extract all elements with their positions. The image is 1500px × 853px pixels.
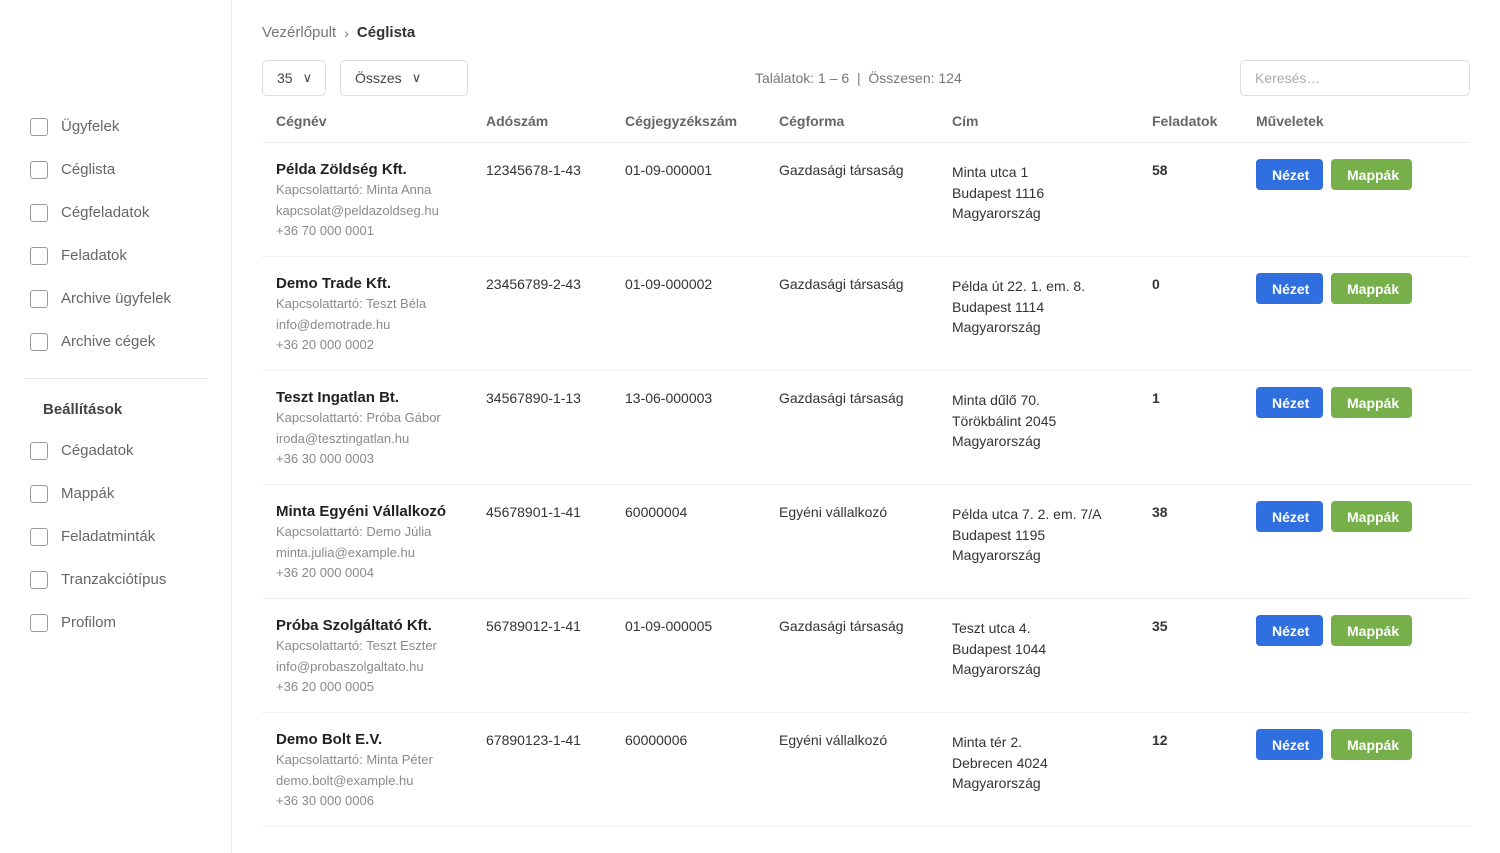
cell-address [952,618,1152,712]
cell-actions [1256,161,1470,256]
sidebar-item-label: Céglista [61,161,116,178]
search-input[interactable] [1240,60,1470,96]
folders-button[interactable]: Mappák [1331,729,1412,760]
cell-tasks-count: 58 [1152,162,1168,178]
company-name[interactable]: Minta Egyéni Vállalkozó [276,503,447,520]
cell-tasks-count: 0 [1152,276,1160,292]
per-page-value: 35 [277,70,293,86]
header-company-form[interactable]: Cégforma [779,113,845,129]
sidebar-item-label: Feladatok [61,247,127,264]
view-button[interactable]: Nézet [1256,615,1323,646]
contact-phone: +36 30 000 0006 [276,793,374,808]
cell-company-form: Egyéni vállalkozó [779,732,888,748]
company-name[interactable]: Teszt Ingatlan Bt. [276,389,400,406]
header-tasks[interactable]: Feladatok [1152,113,1218,129]
sidebar-item-label: Mappák [61,485,115,502]
breadcrumb [262,24,415,41]
contact-person: Kapcsolattartó: Minta Anna [276,182,432,197]
table-header [262,100,1470,143]
cell-tax-number: 56789012-1-41 [486,618,581,634]
address-street: Példa út 22. 1. em. 8. [952,278,1086,294]
sidebar [0,0,232,853]
sidebar-item-label: Cégadatok [61,442,134,459]
breadcrumb-current: Céglista [356,24,416,41]
cell-tasks-count: 35 [1152,618,1168,634]
cell-company-form: Gazdasági társaság [779,390,904,406]
folders-button[interactable]: Mappák [1331,501,1412,532]
row-actions [1256,273,1470,304]
contact-phone: +36 20 000 0002 [276,337,374,352]
table-row [262,143,1470,257]
checkbox-icon [30,485,48,503]
settings-section-title: Beállítások [43,401,123,418]
cell-registry-number: 01-09-000001 [625,162,713,178]
cell-actions [1256,503,1470,598]
cell-actions [1256,275,1470,370]
checkbox-icon [30,290,48,308]
cell-registry-number: 60000004 [625,504,688,520]
results-summary: Találatok: 1 – 6 | Összesen: 124 [755,70,962,86]
contact-person: Kapcsolattartó: Minta Péter [276,752,433,767]
cell-tasks-count: 1 [1152,390,1160,406]
row-actions [1256,729,1470,760]
view-button[interactable]: Nézet [1256,273,1323,304]
company-name[interactable]: Demo Trade Kft. [276,275,392,292]
sidebar-divider [24,378,207,379]
sidebar-item-tranzakciotipus[interactable] [0,558,231,601]
header-registry-number[interactable]: Cégjegyzékszám [625,113,738,129]
checkbox-icon [30,118,48,136]
checkbox-icon [30,161,48,179]
sidebar-item-feladatok[interactable] [0,234,231,277]
header-address[interactable]: Cím [952,113,979,129]
checkbox-icon [30,442,48,460]
cell-address [952,390,1152,484]
cell-company-form: Gazdasági társaság [779,276,904,292]
view-button[interactable]: Nézet [1256,501,1323,532]
table-row [262,599,1470,713]
address-city: Debrecen 4024 [952,754,1048,771]
sidebar-item-label: Tranzakciótípus [61,571,167,588]
checkbox-icon [30,614,48,632]
address-street: Minta utca 1 [952,164,1029,180]
cell-address [952,732,1152,826]
cell-actions [1256,389,1470,484]
cell-address [952,504,1152,598]
cell-company [262,503,486,598]
cell-tasks-count: 38 [1152,504,1168,520]
address-country: Magyarország [952,433,1041,449]
chevron-down-icon: ∨ [411,70,422,85]
address-street: Teszt utca 4. [952,620,1031,636]
cell-address [952,162,1152,256]
contact-person: Kapcsolattartó: Teszt Eszter [276,638,437,653]
contact-email: minta.julia@example.hu [276,544,415,560]
sidebar-item-label: Cégfeladatok [61,204,150,221]
address-city: Budapest 1195 [952,526,1046,543]
contact-email: demo.bolt@example.hu [276,772,414,788]
contact-person: Kapcsolattartó: Próba Gábor [276,410,441,425]
table-row [262,713,1470,827]
cell-tax-number: 34567890-1-13 [486,390,581,406]
contact-phone: +36 20 000 0004 [276,565,374,580]
table-body [262,143,1470,827]
address-country: Magyarország [952,319,1041,335]
cell-tax-number: 12345678-1-43 [486,162,581,178]
cell-registry-number: 01-09-000005 [625,618,713,634]
address-city: Törökbálint 2045 [952,412,1057,429]
address-city: Budapest 1116 [952,184,1045,201]
sidebar-item-ceglista[interactable] [0,148,231,191]
sidebar-settings-nav [0,429,231,644]
sidebar-item-archive-cegek[interactable] [0,320,231,363]
cell-registry-number: 13-06-000003 [625,390,713,406]
table-row [262,257,1470,371]
header-company-name[interactable]: Cégnév [276,113,327,129]
address-country: Magyarország [952,775,1041,791]
address-city: Budapest 1044 [952,640,1047,657]
per-page-select[interactable] [262,60,326,96]
table-row [262,371,1470,485]
sidebar-item-cegadatok[interactable] [0,429,231,472]
filter-value: Összes [355,70,402,86]
cell-company [262,389,486,484]
cell-tax-number: 23456789-2-43 [486,276,581,292]
sidebar-item-label: Archive cégek [61,333,156,350]
cell-registry-number: 01-09-000002 [625,276,713,292]
table-row [262,485,1470,599]
cell-company [262,617,486,712]
address-country: Magyarország [952,661,1041,677]
contact-phone: +36 20 000 0005 [276,679,374,694]
checkbox-icon [30,247,48,265]
row-actions [1256,501,1470,532]
company-name[interactable]: Demo Bolt E.V. [276,731,383,748]
contact-email: info@probaszolgaltato.hu [276,658,424,674]
sidebar-item-archive-ugyfelek[interactable] [0,277,231,320]
sidebar-item-label: Profilom [61,614,117,631]
cell-registry-number: 60000006 [625,732,688,748]
sidebar-item-ugyfelek[interactable] [0,105,231,148]
sidebar-item-feladatmintak[interactable] [0,515,231,558]
contact-email: iroda@tesztingatlan.hu [276,430,410,446]
cell-company-form: Gazdasági társaság [779,618,904,634]
row-actions [1256,159,1470,190]
folders-button[interactable]: Mappák [1331,273,1412,304]
contact-email: info@demotrade.hu [276,316,391,332]
company-table [262,100,1470,827]
sidebar-item-profilom[interactable] [0,601,231,644]
cell-actions [1256,617,1470,712]
contact-person: Kapcsolattartó: Teszt Béla [276,296,427,311]
contact-phone: +36 30 000 0003 [276,451,374,466]
address-street: Példa utca 7. 2. em. 7/A [952,506,1102,522]
address-country: Magyarország [952,547,1041,563]
view-button[interactable]: Nézet [1256,159,1323,190]
address-country: Magyarország [952,205,1041,221]
cell-company [262,275,486,370]
cell-company [262,161,486,256]
main-content [232,0,1500,853]
sidebar-main-nav [0,105,231,363]
sidebar-item-label: Feladatminták [61,528,156,545]
cell-tax-number: 45678901-1-41 [486,504,581,520]
address-city: Budapest 1114 [952,298,1045,315]
cell-company-form: Gazdasági társaság [779,162,904,178]
folders-button[interactable]: Mappák [1331,387,1412,418]
row-actions [1256,615,1470,646]
sidebar-item-label: Archive ügyfelek [61,290,172,307]
contact-phone: +36 70 000 0001 [276,223,374,238]
sidebar-item-mappak[interactable] [0,472,231,515]
checkbox-icon [30,204,48,222]
cell-tax-number: 67890123-1-41 [486,732,581,748]
cell-tasks-count: 12 [1152,732,1168,748]
folders-button[interactable]: Mappák [1331,615,1412,646]
cell-actions [1256,731,1470,826]
sidebar-item-label: Ügyfelek [61,118,120,135]
address-street: Minta tér 2. [952,734,1023,750]
cell-company-form: Egyéni vállalkozó [779,504,888,520]
company-name[interactable]: Próba Szolgáltató Kft. [276,617,432,634]
toolbar [262,60,1470,96]
address-street: Minta dűlő 70. [952,392,1040,408]
checkbox-icon [30,528,48,546]
checkbox-icon [30,333,48,351]
company-name[interactable]: Példa Zöldség Kft. [276,161,407,178]
cell-company [262,731,486,826]
breadcrumb-dashboard-link[interactable]: Vezérlőpult [262,24,337,41]
checkbox-icon [30,571,48,589]
view-button[interactable]: Nézet [1256,387,1323,418]
contact-email: kapcsolat@peldazoldseg.hu [276,202,439,218]
cell-address [952,276,1152,370]
header-actions: Műveletek [1256,113,1324,129]
contact-person: Kapcsolattartó: Demo Júlia [276,524,432,539]
chevron-down-icon: ∨ [302,70,313,85]
row-actions [1256,387,1470,418]
breadcrumb-separator: › [344,24,349,41]
header-tax-number[interactable]: Adószám [486,113,549,129]
sidebar-item-cegfeladatok[interactable] [0,191,231,234]
folders-button[interactable]: Mappák [1331,159,1412,190]
filter-select[interactable] [340,60,468,96]
view-button[interactable]: Nézet [1256,729,1323,760]
